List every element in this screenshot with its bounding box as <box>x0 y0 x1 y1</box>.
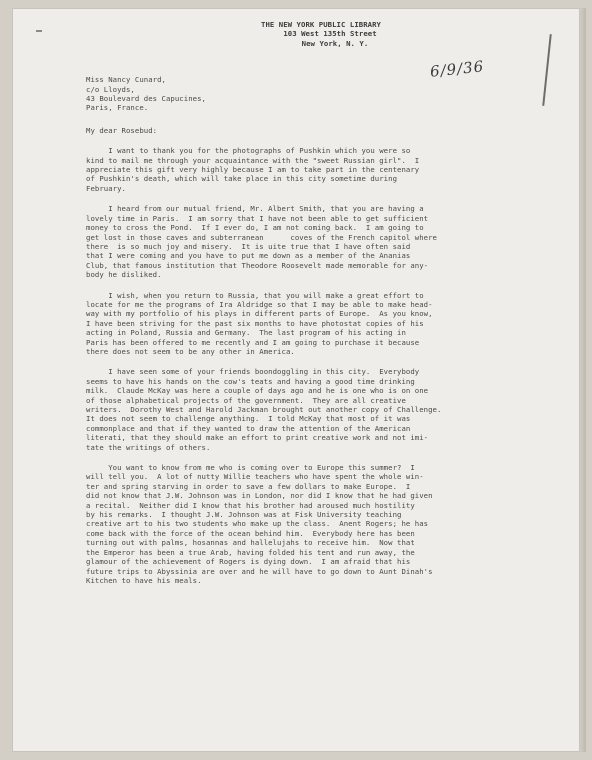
text-line: seems to have his hands on the cow's teats and having a good time drinking <box>86 376 415 386</box>
text-line: appreciate this gift very highly because I am to take part in the centenary <box>86 165 420 175</box>
letter-text <box>86 20 556 585</box>
text-line: February. <box>86 183 126 193</box>
salutation-text: My dear Rosebud: <box>86 125 158 135</box>
text-line: turning out with palms, hosannas and hallelujahs to receive him. Now that <box>86 538 415 548</box>
text-line: Kitchen to have his meals. <box>86 575 202 585</box>
text-line: I want to thank you for the photographs of Pushkin which you were so <box>86 146 411 156</box>
text-line: did not know that J.W. Johnson was in London, nor did I know that he had given <box>86 491 433 501</box>
text-line: locate for me the programs of Ira Aldridge so that I may be able to make head- <box>86 299 433 309</box>
text-line: kind to mail me through your acquaintance with the "sweet Russian girl". I <box>86 155 420 165</box>
text-line: there is so much joy and misery. It is uite true that I have often said <box>86 241 411 251</box>
text-line: by his remarks. I thought J.W. Johnson was at Fisk University teaching <box>86 510 402 520</box>
text-line: the Emperor has been a true Arab, having folded his tent and run away, the <box>86 547 415 557</box>
text-line: milk. Claude McKay was here a couple of days ago and he is one who is on one <box>86 386 429 396</box>
text-line: glamour of the achievement of Rogers is dying down. I am afraid that his <box>86 557 411 567</box>
address-line: c/o Lloyds, <box>86 84 135 94</box>
text-line: way with my portfolio of his plays in different parts of Europe. As you know, <box>86 309 433 319</box>
address-line: 43 Boulevard des Capucines, <box>86 94 206 104</box>
margin-mark <box>36 30 42 32</box>
handwritten-date: 6/9/36 <box>429 57 486 81</box>
text-line: future trips to Abyssinia are over and he will have to go down to Aunt Dinah's <box>86 566 433 576</box>
text-line: It does not seem to challenge anything. I told McKay that most of it was <box>86 414 411 424</box>
text-line: I have been striving for the past six months to have photostat copies of his <box>86 318 424 328</box>
text-line: literati, that they should make an effort to print creative work and not imi- <box>86 433 429 443</box>
text-line: I heard from our mutual friend, Mr. Albert Smith, that you are having a <box>86 204 424 214</box>
letterhead <box>86 20 556 48</box>
text-line: Club, that famous institution that Theodore Roosevelt made memorable for any- <box>86 260 429 270</box>
text-line: that I were coming and you have to put me down as a member of the Ananias <box>86 251 411 261</box>
paragraph-3 <box>86 291 556 357</box>
text-line: commonplace and that if they wanted to draw the attention of the American <box>86 423 411 433</box>
letterhead-city: New York, N. Y. <box>301 38 369 48</box>
text-line: money to cross the Pond. If I ever do, I am not coming back. I am going to <box>86 223 424 233</box>
text-line: lovely time in Paris. I am sorry that I have not been able to get sufficient <box>86 213 429 223</box>
address-line: Paris, France. <box>86 103 149 113</box>
paragraph-4 <box>86 367 556 452</box>
text-line: You want to know from me who is coming over to Europe this summer? I <box>86 463 415 473</box>
text-line: writers. Dorothy West and Harold Jackman brought out another copy of Challenge. <box>86 405 442 414</box>
text-line: there does not seem to be any other in America. <box>86 346 295 356</box>
letterhead-institution: THE NEW YORK PUBLIC LIBRARY <box>261 20 381 29</box>
paragraph-5 <box>86 463 556 585</box>
text-line: of those alphabetical projects of the government. They are all creative <box>86 395 406 405</box>
text-line: a recital. Neither did I know that his brother had aroused much hostility <box>86 500 415 510</box>
text-line: of Pushkin's death, which will take place in this city sometime during <box>86 174 398 184</box>
paragraph-1 <box>86 146 556 193</box>
text-line: acting in Poland, Russia and Germany. The last program of his acting in <box>86 328 406 338</box>
text-line: body he disliked. <box>86 270 162 280</box>
address-line: Miss Nancy Cunard, <box>86 75 166 85</box>
salutation <box>86 126 556 135</box>
text-line: Paris has been offered to me recently and I am going to purchase it because <box>86 337 420 347</box>
text-line: I wish, when you return to Russia, that you will make a great effort to <box>86 290 424 300</box>
text-line: I have seen some of your friends boondoggling in this city. Everybody <box>86 367 420 377</box>
text-line: come back with the force of the ocean behind him. Everybody here has been <box>86 528 415 538</box>
text-line: will tell you. A lot of nutty Willie teachers who have spent the whole win- <box>86 472 424 482</box>
letterhead-street: 103 West 135th Street <box>283 29 377 39</box>
text-line: ter and spring starving in order to save a few dollars to make Europe. I <box>86 481 411 491</box>
paragraph-2 <box>86 204 556 279</box>
text-line: tate the writings of others. <box>86 442 211 452</box>
text-line: creative art to his two students who make up the class. Anent Rogers; he has <box>86 519 429 529</box>
recipient-address <box>86 75 556 113</box>
text-line: get lost in those caves and subterranean coves of the French capitol where <box>86 232 438 242</box>
page-edge-shadow <box>580 8 586 752</box>
